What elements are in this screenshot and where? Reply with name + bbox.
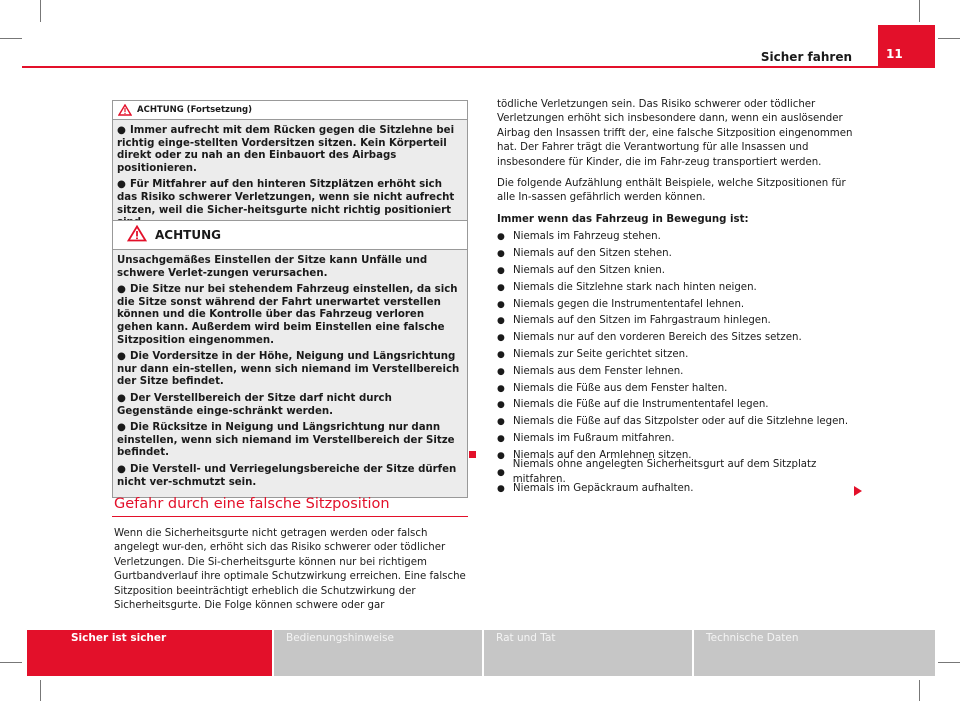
list-item: ● Niemals auf den Sitzen stehen. xyxy=(497,246,867,263)
bullet-icon: ● xyxy=(497,266,505,277)
list-item: ● Niemals auf den Sitzen knien. xyxy=(497,263,867,280)
list-heading: Immer wenn das Fahrzeug in Bewegung ist: xyxy=(497,213,749,225)
bullet-list xyxy=(497,229,867,498)
crop-mark xyxy=(938,662,960,663)
warning-triangle-icon xyxy=(127,225,147,246)
section-end-square-icon xyxy=(469,451,476,458)
footer-tab-rat-und-tat[interactable]: Rat und Tat xyxy=(484,630,692,676)
bullet-icon: ● xyxy=(117,179,126,191)
warning-box xyxy=(112,220,468,498)
crop-mark xyxy=(40,0,41,22)
section-paragraph: Wenn die Sicherheitsgurte nicht getragen werden oder falsch angelegt wur-den, erhöht sich das Risiko schwerer oder tödlicher Verletzungen. Die Si-cherheitsgurte können nur bei richtigem Gurtbandverlauf ihre optimale Schutzwirkung erreichen. Eine falsche Sitzposition beeinträchtigt erheblich die Schutzwirkung der Sicherheitsgurte. Die Folge können schwere oder gar xyxy=(114,528,466,612)
bullet-icon: ● xyxy=(497,417,505,428)
crop-mark xyxy=(0,38,22,39)
list-item: ● Niemals im Fahrzeug stehen. xyxy=(497,229,867,246)
footer-tab-technische-daten[interactable]: Technische Daten xyxy=(694,630,935,676)
section-heading-rule xyxy=(112,516,468,517)
crop-mark xyxy=(938,38,960,39)
bullet-icon: ● xyxy=(117,351,126,363)
paragraph: Die folgende Aufzählung enthält Beispiele, welche Sitzpositionen für alle In-sassen gefährlich werden können. xyxy=(497,178,846,204)
bullet-icon: ● xyxy=(497,350,505,361)
crop-mark xyxy=(919,0,920,22)
running-header-title: Sicher fahren xyxy=(760,50,852,64)
warning-intro: Unsachgemäßes Einstellen der Sitze kann Unfälle und schwere Verlet-zungen verursachen. xyxy=(117,255,428,279)
bullet-icon: ● xyxy=(497,400,505,411)
bullet-icon: ● xyxy=(497,366,505,377)
warning-item: ● Die Rücksitze in Neigung und Längsrichtung nur dann einstellen, wenn sich niemand im Verstellbereich der Sitze befindet. xyxy=(117,422,455,459)
bullet-icon: ● xyxy=(117,284,126,296)
warning-item: ● Die Verstell- und Verriegelungsbereiche der Sitze dürfen nicht ver-schmutzt sein. xyxy=(117,463,457,488)
bullet-icon: ● xyxy=(497,333,505,344)
page-number: 11 xyxy=(878,25,935,68)
crop-mark xyxy=(40,680,41,701)
list-item: ● Niemals im Fußraum mitfahren. xyxy=(497,431,867,448)
warning-item: ● Die Vordersitze in der Höhe, Neigung und Längsrichtung nur dann ein-stellen, wenn sich niemand im Verstellbereich der Sitze befindet. xyxy=(117,351,460,388)
continue-arrow-icon xyxy=(854,486,862,496)
warning-triangle-icon xyxy=(118,101,132,120)
footer-tab-bedienungshinweise[interactable]: Bedienungshinweise xyxy=(274,630,482,676)
warning-box-continued xyxy=(112,100,468,239)
footer-tab-sicher-ist-sicher[interactable]: Sicher ist sicher xyxy=(27,630,272,676)
bullet-icon: ● xyxy=(497,450,505,461)
list-item: ● Niemals im Gepäckraum aufhalten. xyxy=(497,481,867,498)
warning-box-title: ACHTUNG xyxy=(155,228,221,242)
list-item: ● Niemals aus dem Fenster lehnen. xyxy=(497,364,867,381)
bullet-icon: ● xyxy=(497,316,505,327)
crop-mark xyxy=(0,662,22,663)
bullet-icon: ● xyxy=(117,422,126,434)
header-rule xyxy=(22,66,935,68)
list-item: ● Niemals auf den Sitzen im Fahrgastraum hinlegen. xyxy=(497,313,867,330)
bullet-icon: ● xyxy=(497,434,505,444)
list-item: ● Niemals auf den Armlehnen sitzen. xyxy=(497,448,867,465)
warning-item: ● Für Mitfahrer auf den hinteren Sitzplätzen erhöht sich das Risiko schwerer Verletzungen, wenn sie nicht aufrecht sitzen, weil die Sicher-heitsgurte nicht richtig positioniert xyxy=(117,179,455,216)
list-item: ● Niemals die Füße aus dem Fenster halten. xyxy=(497,380,867,397)
bullet-icon: ● xyxy=(117,392,126,404)
bullet-icon: ● xyxy=(497,232,505,243)
warning-item: ● Immer aufrecht mit dem Rücken gegen die Sitzlehne bei richtig einge-stellten Vordersitzen sitzen. Kein Körperteil direkt oder zu nah an den Einbauort des Airbags positionieren. xyxy=(117,125,455,174)
section-heading: Gefahr durch eine falsche Sitzposition xyxy=(114,496,390,512)
warning-item: ● Der Verstellbereich der Sitze darf nicht durch Gegenstände einge-schränkt werden. xyxy=(117,392,392,417)
warning-box-header xyxy=(113,221,467,250)
list-item: ● Niemals gegen die Instrumententafel lehnen. xyxy=(497,296,867,313)
list-item: ● Niemals die Füße auf das Sitzpolster oder auf die Sitzlehne legen. xyxy=(497,414,867,431)
bullet-icon: ● xyxy=(497,467,505,478)
warning-box-title: ACHTUNG (Fortsetzung) xyxy=(137,105,253,115)
list-item: ● Niemals die Sitzlehne stark nach hinten neigen. xyxy=(497,280,867,297)
warning-box-body xyxy=(113,250,467,497)
list-item: ● Niemals nur auf den vorderen Bereich des Sitzes setzen. xyxy=(497,330,867,347)
list-item: ● Niemals die Füße auf die Instrumententafel legen. xyxy=(497,397,867,414)
bullet-icon: ● xyxy=(497,299,505,310)
bullet-icon: ● xyxy=(117,463,126,475)
right-column xyxy=(497,98,867,498)
warning-box-header xyxy=(113,101,467,120)
list-item: ● Niemals ohne angelegten Sicherheitsgurt auf dem Sitzplatz mitfahren. xyxy=(497,459,817,485)
bullet-icon: ● xyxy=(117,125,126,136)
list-item: ● Niemals zur Seite gerichtet sitzen. xyxy=(497,347,867,364)
bullet-icon: ● xyxy=(497,249,505,260)
crop-mark xyxy=(919,680,920,701)
warning-item: ● Die Sitze nur bei stehendem Fahrzeug einstellen, da sich die Sitze sonst während der Fahrt unerwartet verstellen können und die Kontrolle über das Fahrzeug verloren gehen kann. Außerdem wird beim Einstellen eine falsche Sitzposition eingenommen. xyxy=(117,284,458,346)
bullet-icon: ● xyxy=(497,383,505,394)
bullet-icon: ● xyxy=(497,282,505,293)
bullet-icon: ● xyxy=(497,484,505,495)
paragraph: tödliche Verletzungen sein. Das Risiko schwerer oder tödlicher Verletzungen erhöht sich insbesondere dann, wenn ein auslösender Airbag den Insassen trifft der, eine falsche Sitzposition eingenommen hat. Der Fahrer trägt die Verantwortung für alle Insassen und insbesondere für Kinder, die im Fahr-zeug transportiert werden. xyxy=(497,99,853,168)
